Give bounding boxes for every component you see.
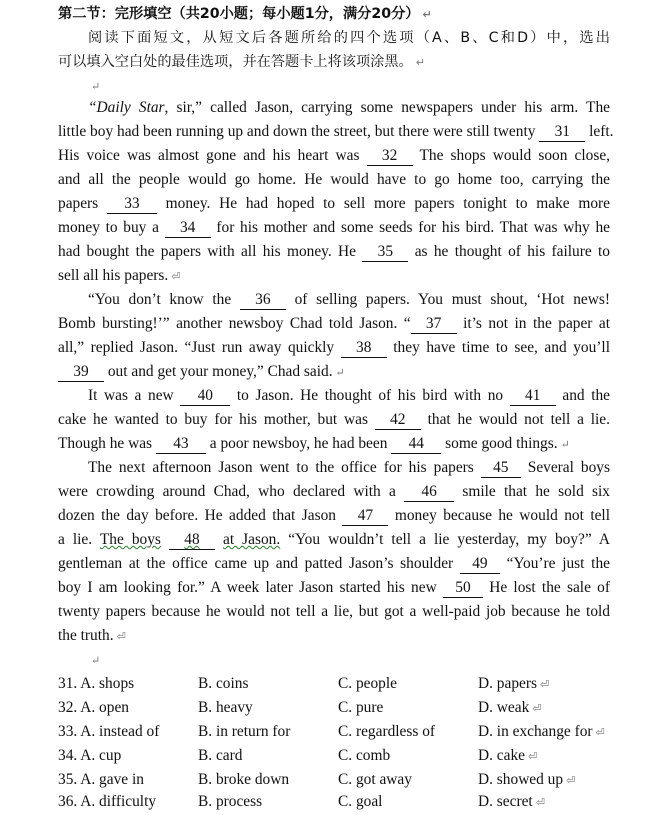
empty-paragraph-mark: ↵ — [91, 655, 101, 667]
option-row: 33. A. instead of B. in return for C. regardless of D. in exchange for ⏎ — [58, 723, 605, 740]
instruction-line-1: 阅读下面短文，从短文后各题所给的四个选项（A、B、C和D）中，选出 — [88, 30, 610, 46]
passage-line: money to buy a 34 for his mother and some seeds for his bird. That was why he — [58, 219, 610, 236]
blank-36: 36 — [240, 291, 286, 310]
blank-32: 32 — [367, 147, 413, 166]
passage-line: His voice was almost gone and his heart was 32 The shops would soon close, — [58, 147, 611, 164]
passage-line: little boy had been running up and down the street, but there were still twenty 31 left. — [58, 123, 614, 140]
passage-line: Though he was 43 a poor newsboy, he had been 44 some good things. ↵ — [58, 435, 570, 452]
blank-35: 35 — [362, 243, 408, 262]
blank-41: 41 — [510, 387, 556, 406]
passage-line: The next afternoon Jason went to the office for his papers 45 Several boys — [88, 459, 610, 476]
blank-45: 45 — [481, 459, 521, 478]
passage-line: dozen the day before. He added that Jason 47 money because he would not tell — [58, 507, 610, 524]
blank-50: 50 — [443, 579, 483, 598]
option-row: 34. A. cup B. card C. comb D. cake ⏎ — [58, 747, 538, 764]
passage-line: were crowding around Chad, who declared with a 46 smile that he sold six — [58, 483, 610, 500]
passage-line: “You don’t know the 36 of selling papers. You must shout, ‘Hot news! — [88, 291, 610, 308]
passage-line: Bomb bursting!’” another newsboy Chad told Jason. “ 37 it’s not in the paper at — [58, 315, 611, 332]
blank-39: 39 — [58, 363, 104, 382]
blank-37: 37 — [411, 315, 457, 334]
passage-line: a lie. The boys 48 at Jason. “You wouldn’t tell a lie yesterday, my boy?” A — [58, 531, 610, 548]
passage-line: cake he wanted to buy for his mother, but was 42 that he would not tell a lie. — [58, 411, 610, 428]
option-row: 31. A. shops B. coins C. people D. papers ⏎ — [58, 675, 550, 692]
passage-line: It was a new 40 to Jason. He thought of his bird with no 41 and the — [88, 387, 611, 404]
blank-46: 46 — [404, 483, 454, 502]
option-row: 32. A. open B. heavy C. pure D. weak ⏎ — [58, 699, 542, 716]
passage-line: gentleman at the office came up and patted Jason’s shoulder 49 “You’re just the — [58, 555, 610, 572]
passage-line: and all the people would go home. He would have to go home too, carrying the — [58, 171, 610, 188]
option-row: 35. A. gave in B. broke down C. got away D. showed up ⏎ — [58, 771, 576, 788]
passage-line: twenty papers because he would not tell a lie, but got a well-paid job because he told — [58, 603, 610, 620]
blank-49: 49 — [460, 555, 500, 574]
blank-48: 48 — [169, 531, 215, 550]
blank-38: 38 — [341, 339, 387, 358]
passage-line: papers 33 money. He had hoped to sell more papers tonight to make more — [58, 195, 610, 212]
passage-line: had bought the papers with all his money. He 35 as he thought of his failure to — [58, 243, 610, 260]
blank-42: 42 — [375, 411, 421, 430]
blank-44: 44 — [391, 435, 441, 454]
blank-31: 31 — [539, 123, 585, 142]
passage-line: sell all his papers. ⏎ — [58, 267, 181, 284]
blank-43: 43 — [156, 435, 206, 454]
passage-line: “Daily Star, sir,” called Jason, carrying some newspapers under his arm. The — [88, 99, 610, 116]
instruction-line-2: 可以填入空白处的最佳选项，并在答题卡上将该项涂黑。 ↵ — [58, 54, 425, 70]
blank-34: 34 — [165, 219, 211, 238]
section-title: 第二节：完形填空（共20小题；每小题1分，满分20分） ↵ — [58, 6, 432, 22]
passage-line: all,” replied Jason. “Just run away quickly 38 they have time to see, and you’ll — [58, 339, 610, 356]
passage-line: 39 out and get your money,” Chad said. ↵ — [58, 360, 610, 384]
passage-line: boy I am looking for.” A week later Jason started his new 50 He lost the sale of — [58, 579, 610, 596]
empty-paragraph-mark: ↵ — [91, 81, 101, 93]
blank-40: 40 — [180, 387, 230, 406]
blank-47: 47 — [342, 507, 388, 526]
blank-33: 33 — [107, 195, 157, 214]
option-row: 36. A. difficulty B. process C. goal D. secret ⏎ — [58, 793, 545, 810]
passage-line: the truth. ⏎ — [58, 627, 126, 644]
